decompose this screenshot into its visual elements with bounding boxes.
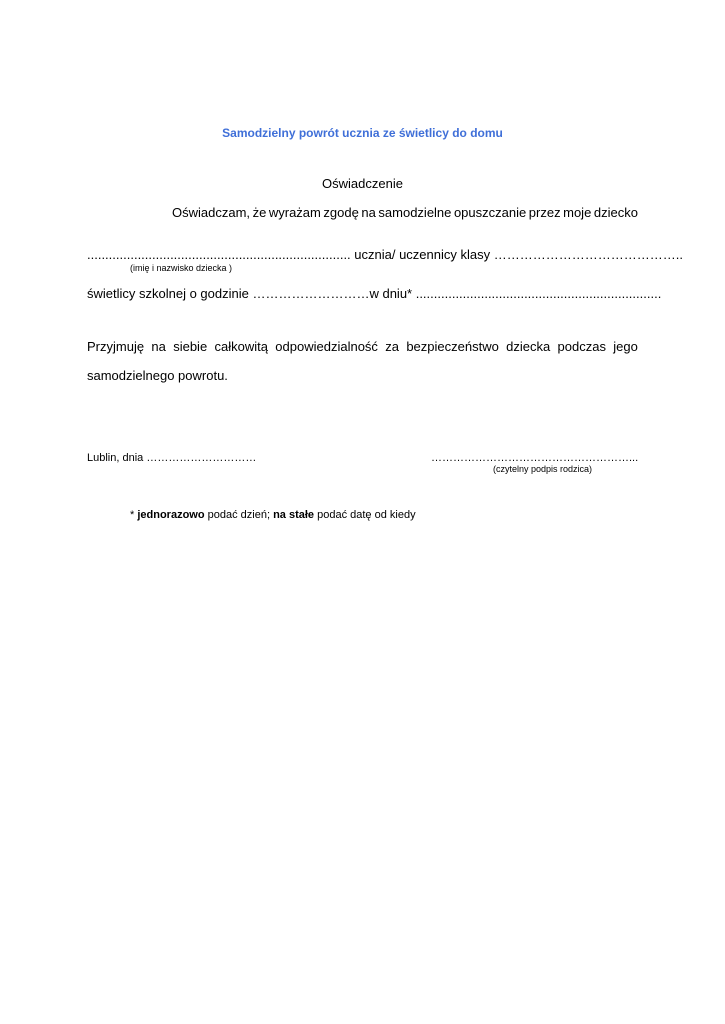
time-date-line: świetlicy szkolnej o godzinie ………………………w dniu* .................................................................... xyxy=(87,286,662,301)
declaration-word: dziecko xyxy=(593,205,638,220)
document-title: Samodzielny powrót ucznia ze świetlicy do domu xyxy=(222,126,503,140)
declaration-word: Oświadczam, xyxy=(172,205,251,220)
declaration-word: opuszczanie xyxy=(453,205,527,220)
footnote-bold-permanent: na stałe xyxy=(273,509,315,521)
declaration-word: wyrażam xyxy=(268,205,321,220)
signature-caption: (czytelny podpis rodzica) xyxy=(493,464,593,474)
child-name-line: ......................................................................... ucznia/ uczennicy klasy …………………………………….. xyxy=(87,247,683,262)
signature-line: ………………………………………………... xyxy=(431,452,639,464)
responsibility-word: jego xyxy=(613,339,638,354)
responsibility-word: odpowiedzialność xyxy=(275,339,378,354)
footnote-text-once: podać dzień; xyxy=(204,509,274,521)
declaration-word: na xyxy=(361,205,376,220)
responsibility-word: całkowitą xyxy=(214,339,268,354)
responsibility-word: bezpieczeństwo xyxy=(406,339,499,354)
responsibility-word: Przyjmuję xyxy=(87,339,145,354)
responsibility-word: siebie xyxy=(173,339,208,354)
footnote-text-permanent: podać datę od kiedy xyxy=(314,509,416,521)
document-heading: Oświadczenie xyxy=(322,176,403,191)
footnote xyxy=(130,509,416,521)
responsibility-word: za xyxy=(385,339,399,354)
child-name-caption: (imię i nazwisko dziecka ) xyxy=(130,263,233,273)
footnote-star: * xyxy=(130,509,138,521)
declaration-word: samodzielne xyxy=(378,205,452,220)
declaration-word: przez xyxy=(528,205,561,220)
footnote-bold-once: jednorazowo xyxy=(137,509,205,521)
place-date-field: Lublin, dnia ………………………… xyxy=(87,452,257,464)
responsibility-word: podczas xyxy=(557,339,606,354)
declaration-word: że xyxy=(252,205,267,220)
declaration-line xyxy=(172,205,638,220)
responsibility-line xyxy=(87,339,638,354)
responsibility-line-end: samodzielnego powrotu. xyxy=(87,368,228,383)
declaration-word: zgodę xyxy=(323,205,359,220)
responsibility-word: dziecka xyxy=(506,339,551,354)
responsibility-word: na xyxy=(151,339,166,354)
declaration-word: moje xyxy=(563,205,592,220)
